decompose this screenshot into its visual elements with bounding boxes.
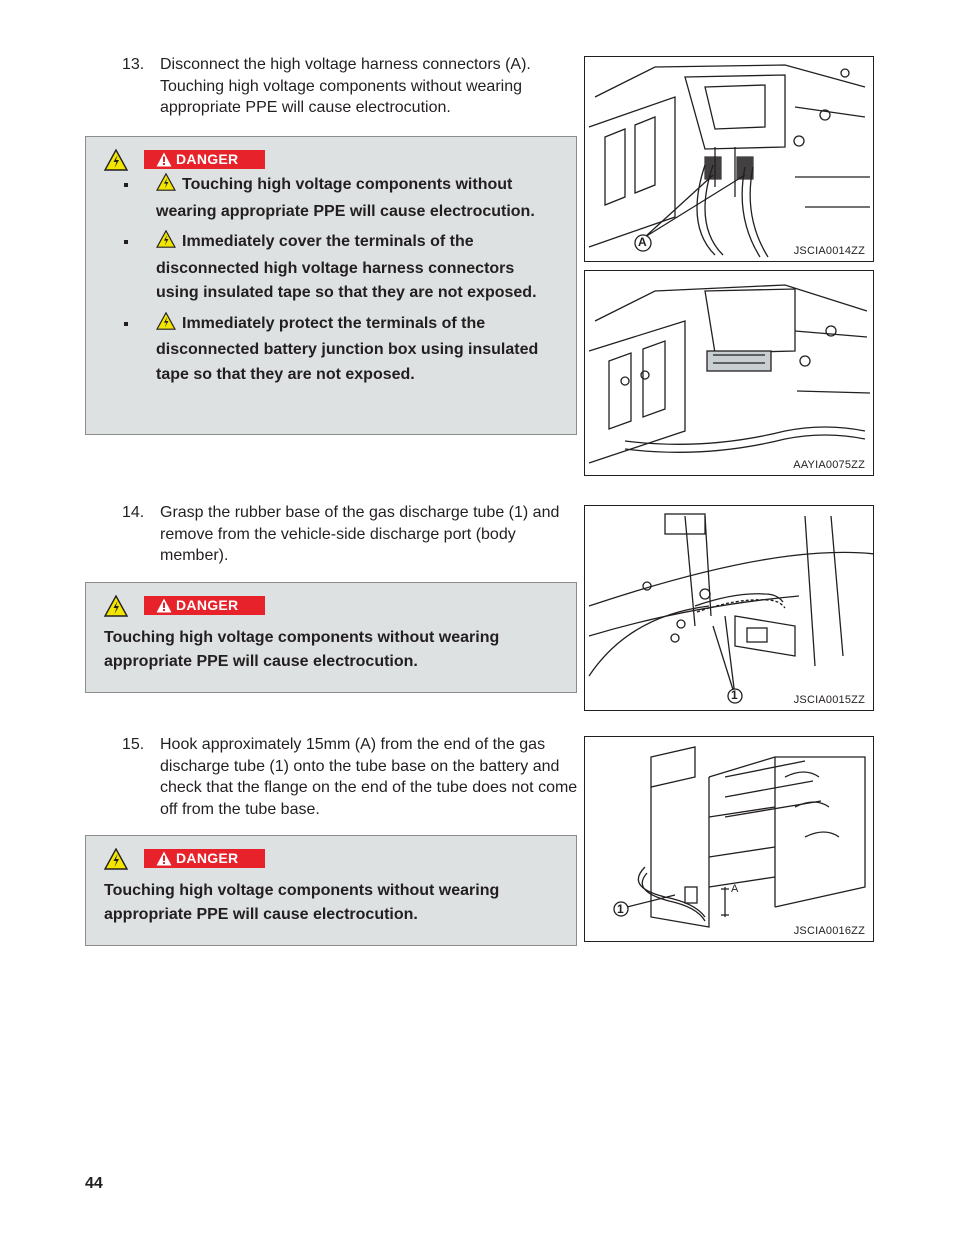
figure-code: JSCIA0015ZZ	[793, 694, 865, 706]
list-item: Immediately cover the terminals of the disconnected high voltage harness connectors using insulated tape so that they are not exposed.	[124, 230, 554, 306]
danger-badge: DANGER	[144, 150, 265, 169]
callout-label: A	[638, 235, 647, 249]
danger-box-1	[85, 136, 577, 435]
figure-code: JSCIA0016ZZ	[793, 925, 865, 937]
danger-text: Touching high voltage components without wearing appropriate PPE will cause electrocution.	[104, 629, 500, 670]
exclamation-triangle-icon	[156, 152, 172, 167]
step-number: 13.	[122, 56, 145, 73]
danger-bullet-list	[124, 173, 554, 387]
step-number: 15.	[122, 736, 145, 753]
figure-code: JSCIA0014ZZ	[793, 245, 865, 257]
figure-code: AAYIA0075ZZ	[793, 459, 865, 471]
step-text: Hook approximately 15mm (A) from the end of the gas discharge tube (1) onto the tube base on the battery and check that the flange on the end of the tube does not come off from the tube base.	[160, 736, 578, 818]
danger-badge: DANGER	[144, 849, 265, 868]
danger-badge: DANGER	[144, 596, 265, 615]
figure-discharge-tube	[584, 505, 874, 711]
danger-box-3	[85, 835, 577, 946]
figure-harness-connectors	[584, 56, 874, 262]
illustration	[585, 271, 874, 476]
high-voltage-warning-icon	[156, 230, 176, 257]
high-voltage-warning-icon	[156, 312, 176, 339]
step-text: Grasp the rubber base of the gas discharge tube (1) and remove from the vehicle-side discharge port (body member).	[160, 504, 560, 564]
page-number: 44	[85, 1175, 103, 1192]
step-number: 14.	[122, 504, 145, 521]
danger-box-2	[85, 582, 577, 693]
illustration	[585, 737, 874, 942]
callout-label: A	[731, 883, 739, 895]
list-item: Touching high voltage components without wearing appropriate PPE will cause electrocution.	[124, 173, 554, 224]
illustration	[585, 506, 874, 711]
illustration	[585, 57, 874, 262]
step-text: Disconnect the high voltage harness connectors (A). Touching high voltage components without wearing appropriate PPE will cause electrocution.	[160, 56, 531, 116]
callout-label: 1	[617, 902, 624, 916]
list-item: Immediately protect the terminals of the disconnected battery junction box using insulated tape so that they are not exposed.	[124, 312, 554, 388]
figure-insulated-tape	[584, 270, 874, 476]
exclamation-triangle-icon	[156, 851, 172, 866]
danger-text: Touching high voltage components without wearing appropriate PPE will cause electrocution.	[104, 882, 500, 923]
exclamation-triangle-icon	[156, 598, 172, 613]
high-voltage-warning-icon	[156, 173, 176, 200]
callout-label: 1	[731, 688, 738, 702]
figure-tube-base	[584, 736, 874, 942]
